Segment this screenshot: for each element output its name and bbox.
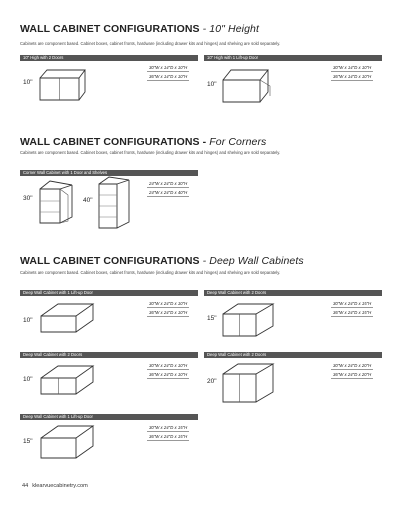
section-subtitle: For Corners bbox=[209, 136, 267, 148]
size-list bbox=[147, 363, 189, 381]
section-description: Cabinets are component based. Cabinet boxes, cabinet fronts, hardware (including drawer kits and hinges) and shelving are sold separately. bbox=[20, 41, 281, 46]
size-option: 36"W x 14"D x 10"H bbox=[333, 74, 372, 79]
size-option: 30"W x 24"D x 10"H bbox=[149, 301, 188, 306]
panel-header: Deep Wall Cabinet with 1 Lift-up Door bbox=[20, 414, 198, 420]
section-subtitle: - 10" Height bbox=[202, 23, 259, 35]
section-title-corners bbox=[20, 136, 266, 148]
size-option: 36"W x 24"D x 10"H bbox=[149, 372, 188, 377]
page-number: 44 bbox=[22, 483, 29, 489]
size-option: 24"W x 24"D x 40"H bbox=[149, 190, 188, 195]
panel-header: Deep Wall Cabinet with 2 Doors bbox=[204, 352, 382, 358]
section-title-text: WALL CABINET CONFIGURATIONS - bbox=[20, 136, 207, 148]
section-description: Cabinets are component based. Cabinet boxes, cabinet fronts, hardware (including drawer kits and hinges) and shelving are sold separately. bbox=[20, 270, 281, 275]
panel-header: Deep Wall Cabinet with 2 Doors bbox=[204, 290, 382, 296]
deep-cabinet-lift-door-illustration bbox=[38, 422, 96, 462]
panel-header: Corner Wall Cabinet with 1 Door and Shelves bbox=[20, 170, 198, 176]
height-label: 15" bbox=[23, 438, 33, 445]
section-title-10-height bbox=[20, 23, 259, 35]
size-option: 30"W x 14"D x 10"H bbox=[333, 65, 372, 70]
height-label: 20" bbox=[207, 378, 217, 385]
size-option: 30"W x 24"D x 15"H bbox=[333, 301, 372, 306]
height-label: 10" bbox=[23, 376, 33, 383]
height-label: 40" bbox=[83, 197, 93, 204]
size-option: 36"W x 24"D x 15"H bbox=[149, 434, 188, 439]
section-title-text: WALL CABINET CONFIGURATIONS bbox=[20, 255, 200, 267]
size-option: 36"W x 24"D x 20"H bbox=[333, 372, 372, 377]
height-label: 30" bbox=[23, 195, 33, 202]
panel-header: Deep Wall Cabinet with 2 Doors bbox=[20, 352, 198, 358]
size-list bbox=[331, 65, 373, 83]
height-label: 10" bbox=[23, 79, 33, 86]
size-list bbox=[331, 363, 373, 381]
cabinet-lift-door-illustration bbox=[220, 66, 272, 106]
size-list bbox=[331, 301, 373, 319]
size-option: 36"W x 14"D x 10"H bbox=[149, 74, 188, 79]
deep-cabinet-2-door-illustration bbox=[220, 300, 276, 340]
deep-cabinet-2-door-illustration bbox=[38, 362, 96, 398]
size-option: 30"W x 14"D x 10"H bbox=[149, 65, 188, 70]
size-option: 30"W x 24"D x 15"H bbox=[149, 425, 188, 430]
website-link[interactable]: klearvuecabinetry.com bbox=[32, 483, 88, 489]
size-list bbox=[147, 181, 189, 199]
panel-header: 10" High with 1 Lift-up Door bbox=[204, 55, 382, 61]
deep-cabinet-2-door-tall-illustration bbox=[220, 360, 276, 406]
size-option: 30"W x 24"D x 20"H bbox=[333, 363, 372, 368]
panel-header: 10" High with 2 Doors bbox=[20, 55, 198, 61]
corner-cabinet-30-illustration bbox=[36, 177, 78, 229]
height-label: 15" bbox=[207, 315, 217, 322]
size-list bbox=[147, 425, 189, 443]
size-option: 36"W x 24"D x 15"H bbox=[333, 310, 372, 315]
page-footer bbox=[22, 483, 92, 489]
size-list bbox=[147, 301, 189, 319]
section-subtitle: - Deep Wall Cabinets bbox=[202, 255, 304, 267]
section-title-deep bbox=[20, 255, 304, 267]
height-label: 10" bbox=[23, 317, 33, 324]
size-list bbox=[147, 65, 189, 83]
height-label: 10" bbox=[207, 81, 217, 88]
size-option: 30"W x 24"D x 10"H bbox=[149, 363, 188, 368]
section-description: Cabinets are component based. Cabinet boxes, cabinet fronts, hardware (including drawer kits and hinges) and shelving are sold separately. bbox=[20, 150, 281, 155]
size-option: 24"W x 24"D x 30"H bbox=[149, 181, 188, 186]
cabinet-2-door-illustration bbox=[37, 66, 87, 104]
deep-cabinet-lift-door-illustration bbox=[38, 300, 96, 336]
corner-cabinet-40-illustration bbox=[95, 174, 135, 232]
panel-header: Deep Wall Cabinet with 1 Lift-up Door bbox=[20, 290, 198, 296]
size-option: 36"W x 24"D x 10"H bbox=[149, 310, 188, 315]
section-title-text: WALL CABINET CONFIGURATIONS bbox=[20, 23, 200, 35]
